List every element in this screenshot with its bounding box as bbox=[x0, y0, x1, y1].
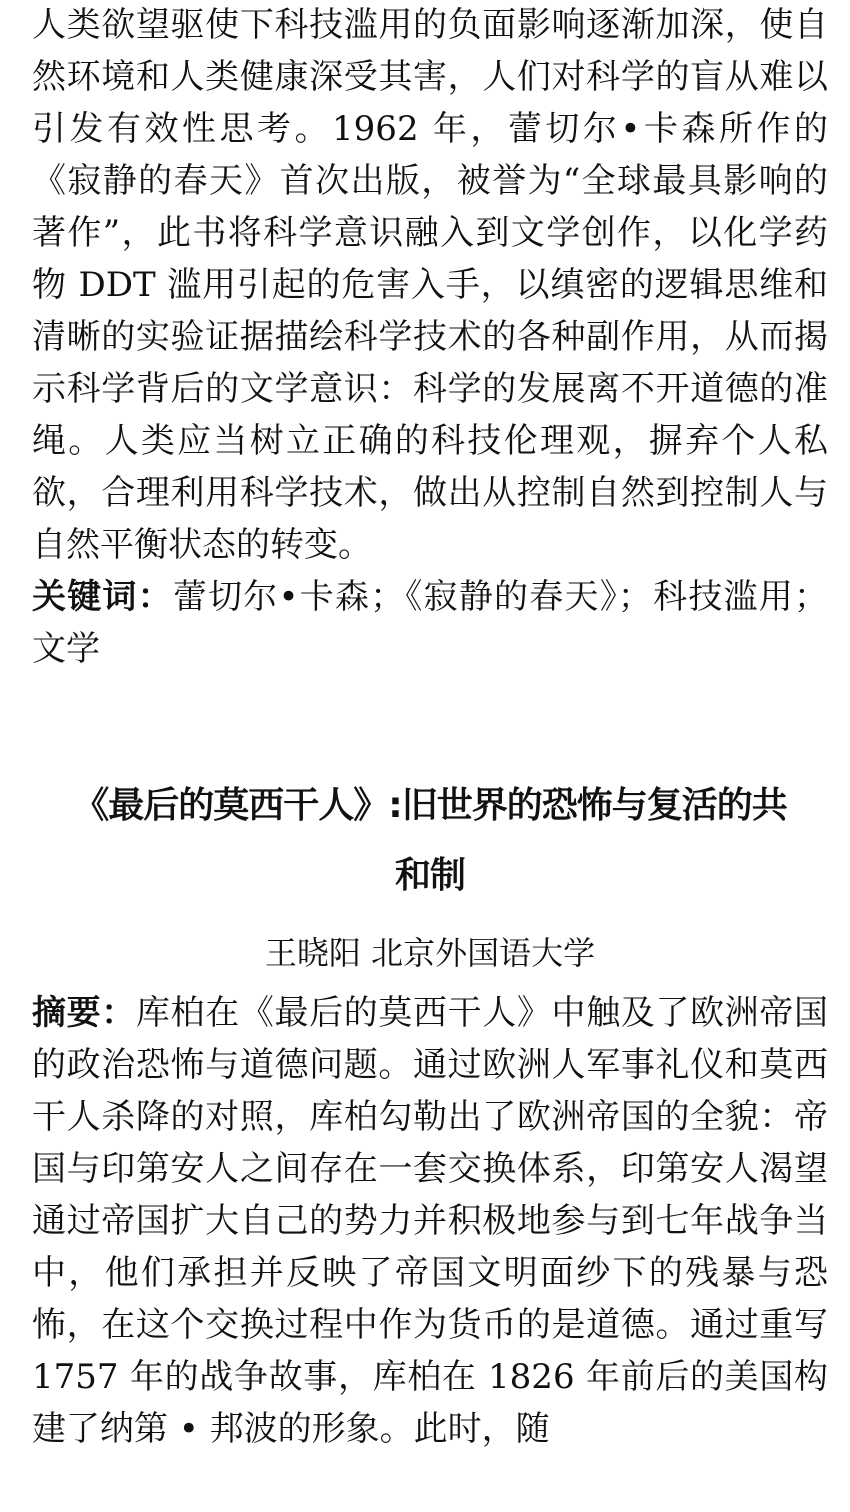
keywords-text: 蕾切尔•卡森；《寂静的春天》；科技滥用；文学 bbox=[32, 577, 828, 669]
keywords-line bbox=[32, 571, 828, 675]
abstract-label: 摘要： bbox=[32, 993, 136, 1033]
author-affiliation: 王晓阳 北京外国语大学 bbox=[264, 934, 596, 972]
article-title bbox=[32, 771, 828, 911]
previous-abstract-text: 人类欲望驱使下科技滥用的负面影响逐渐加深，使自然环境和人类健康深受其害，人们对科学的盲从难以引发有效性思考。1962 年，蕾切尔•卡森所作的《寂静的春天》首次出版，被誉为“全球最具影响的著作”，此书将科学意识融入到文学创作，以化学药物 DDT 滥用引起的危害入手，以缜密的逻辑思维和清晰的实验证据描绘科学技术的各种副作用，从而揭示科学背后的文学意识：科学的发展离不开道德的准绳。人类应当树立正确的科技伦理观，摒弃个人私欲，合理利用科学技术，做出从控制自然到控制人与自然平衡状态的转变。 bbox=[32, 5, 828, 565]
document-page bbox=[32, 0, 828, 1455]
article-abstract bbox=[32, 987, 828, 1455]
article-title-line-2: 和制 bbox=[394, 855, 465, 896]
abstract-text: 库柏在《最后的莫西干人》中触及了欧洲帝国的政治恐怖与道德问题。通过欧洲人军事礼仪和莫西干人杀降的对照，库柏勾勒出了欧洲帝国的全貌：帝国与印第安人之间存在一套交换体系，印第安人渴望通过帝国扩大自己的势力并积极地参与到七年战争当中，他们承担并反映了帝国文明面纱下的残暴与恐怖，在这个交换过程中作为货币的是道德。通过重写 1757 年的战争故事，库柏在 1826 年前后的美国构建了纳第 • 邦波的形象。此时，随 bbox=[32, 993, 829, 1449]
article-title-line-1: 《最后的莫西干人》:旧世界的恐怖与复活的共 bbox=[73, 785, 787, 826]
keywords-label: 关键词： bbox=[32, 577, 173, 617]
